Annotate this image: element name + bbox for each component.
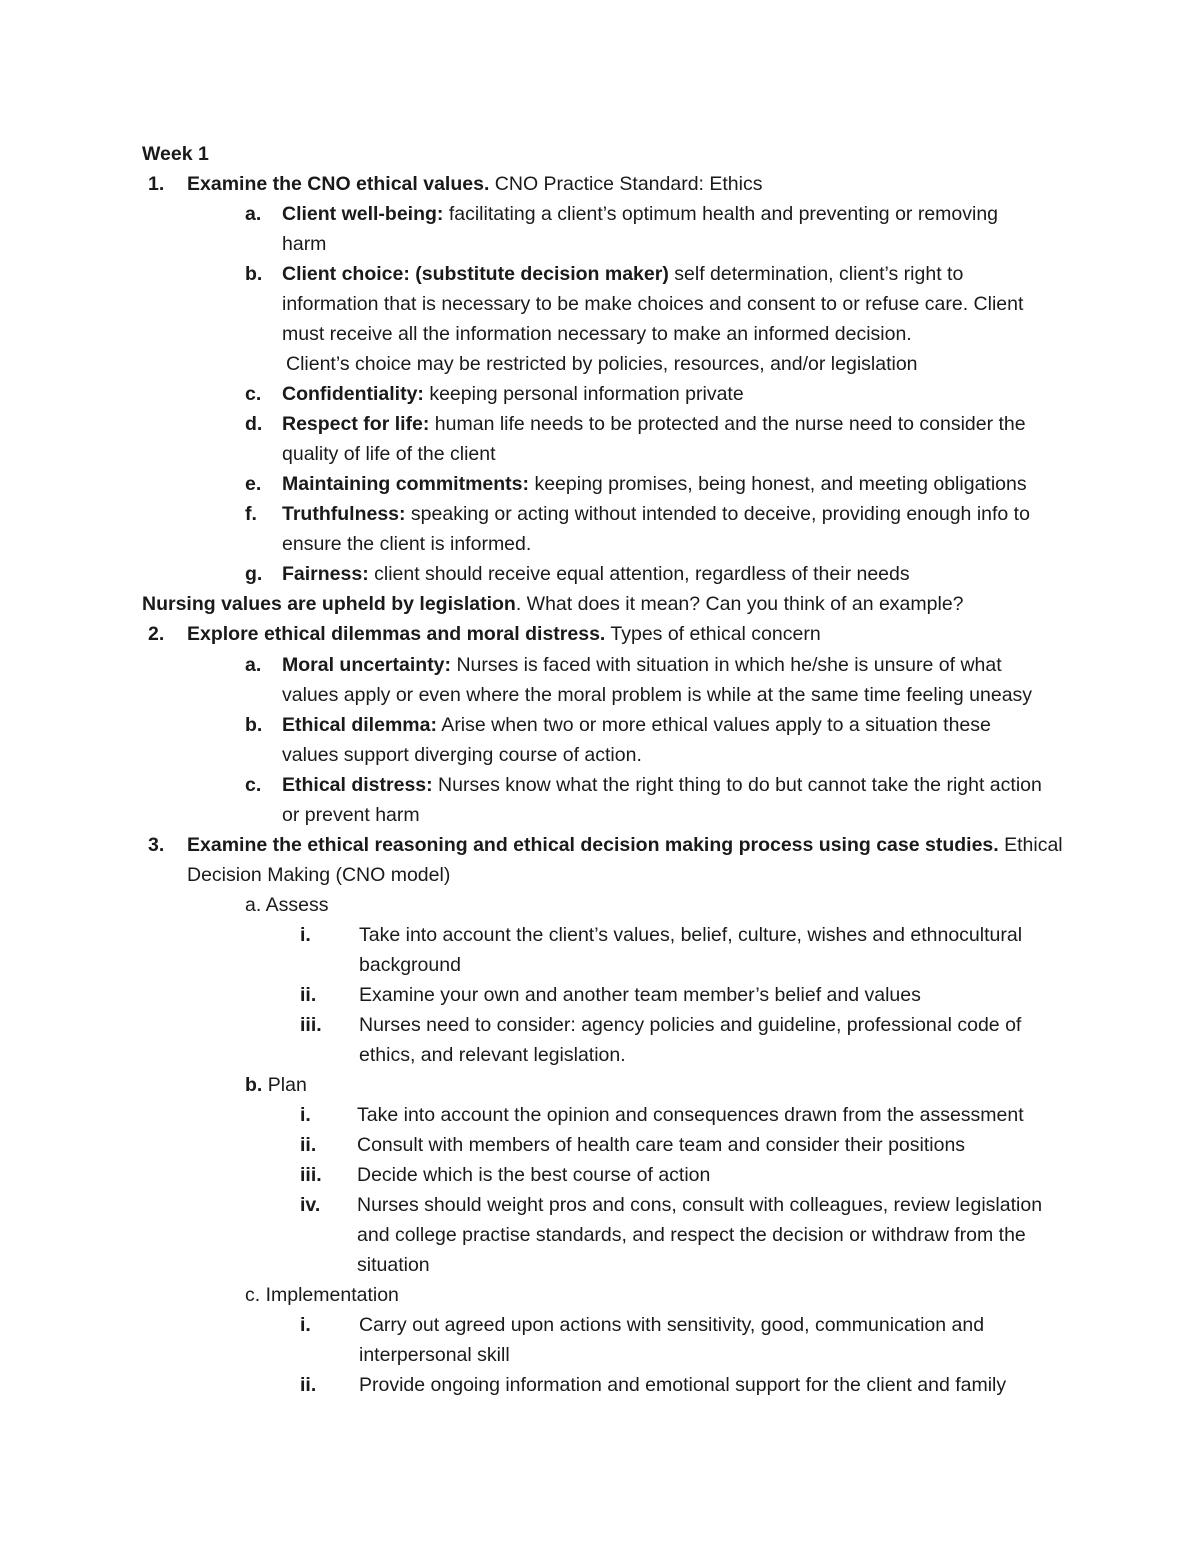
s1-item-g-text: Fairness: client should receive equal attention, regardless of their needs <box>282 563 910 585</box>
impl-item-ii-label: ii. <box>300 1374 317 1396</box>
assess-heading: a. Assess <box>245 894 329 916</box>
assess-item-iii-text-cont: ethics, and relevant legislation. <box>359 1044 626 1066</box>
s2-item-b-text: Ethical dilemma: Arise when two or more ethical values apply to a situation these <box>282 714 991 736</box>
s1-item-f-text-cont: ensure the client is informed. <box>282 533 532 555</box>
s1-item-b-label: b. <box>245 263 263 285</box>
s1-item-b-text: Client choice: (substitute decision maker) self determination, client’s right to <box>282 263 964 285</box>
section-3-title-cont: Decision Making (CNO model) <box>187 864 451 886</box>
section-1-title: Examine the CNO ethical values. CNO Practice Standard: Ethics <box>187 173 763 195</box>
assess-item-iii-text: Nurses need to consider: agency policies and guideline, professional code of <box>359 1014 1022 1036</box>
s2-item-a-text-cont: values apply or even where the moral problem is while at the same time feeling uneasy <box>282 684 1033 706</box>
s1-item-f-label: f. <box>245 503 257 525</box>
plan-item-i-text: Take into account the opinion and consequences drawn from the assessment <box>357 1104 1024 1126</box>
s1-item-e-text: Maintaining commitments: keeping promises, being honest, and meeting obligations <box>282 473 1027 495</box>
assess-item-i-text-cont: background <box>359 954 461 976</box>
plan-item-iii-label: iii. <box>300 1164 322 1186</box>
s2-item-c-text: Ethical distress: Nurses know what the right thing to do but cannot take the right action <box>282 774 1042 796</box>
plan-item-i-label: i. <box>300 1104 311 1126</box>
assess-item-i-text: Take into account the client’s values, belief, culture, wishes and ethnocultural <box>359 924 1023 946</box>
s2-item-b-label: b. <box>245 714 263 736</box>
plan-item-ii-label: ii. <box>300 1134 317 1156</box>
section-3-title: Examine the ethical reasoning and ethical decision making process using case studies. Ethical <box>187 834 1063 856</box>
plan-item-ii-text: Consult with members of health care team and consider their positions <box>357 1134 966 1156</box>
s1-item-d-text-cont: quality of life of the client <box>282 443 496 465</box>
plan-item-iii-text: Decide which is the best course of action <box>357 1164 711 1186</box>
legislation-note: Nursing values are upheld by legislation. What does it mean? Can you think of an example? <box>142 593 964 615</box>
s1-item-c-label: c. <box>245 383 262 405</box>
s1-item-b-text-cont: must receive all the information necessary to make an informed decision. <box>282 323 912 345</box>
s1-item-f-text: Truthfulness: speaking or acting without intended to deceive, providing enough info to <box>282 503 1030 525</box>
impl-item-ii-text: Provide ongoing information and emotional support for the client and family <box>359 1374 1007 1396</box>
s2-item-a-label: a. <box>245 654 262 676</box>
section-2-title: Explore ethical dilemmas and moral distress. Types of ethical concern <box>187 623 821 645</box>
section-1-number: 1. <box>148 173 165 195</box>
impl-item-i-text: Carry out agreed upon actions with sensitivity, good, communication and <box>359 1314 985 1336</box>
implementation-heading: c. Implementation <box>245 1284 399 1306</box>
plan-item-iv-text-cont: situation <box>357 1254 430 1276</box>
s1-item-d-label: d. <box>245 413 263 435</box>
assess-item-ii-label: ii. <box>300 984 317 1006</box>
assess-item-iii-label: iii. <box>300 1014 322 1036</box>
s1-item-b-text-cont: information that is necessary to be make choices and consent to or refuse care. Client <box>282 293 1024 315</box>
s1-item-c-text: Confidentiality: keeping personal information private <box>282 383 744 405</box>
section-3-number: 3. <box>148 834 165 856</box>
section-2-number: 2. <box>148 623 165 645</box>
s2-item-a-text: Moral uncertainty: Nurses is faced with situation in which he/she is unsure of what <box>282 654 1002 676</box>
plan-item-iv-label: iv. <box>300 1194 321 1216</box>
s1-item-a-text-cont: harm <box>282 233 327 255</box>
impl-item-i-text-cont: interpersonal skill <box>359 1344 510 1366</box>
document-heading: Week 1 <box>142 143 209 165</box>
plan-heading: b. Plan <box>245 1074 307 1096</box>
s2-item-c-label: c. <box>245 774 262 796</box>
s1-item-d-text: Respect for life: human life needs to be protected and the nurse need to consider the <box>282 413 1026 435</box>
s1-item-a-text: Client well-being: facilitating a client’s optimum health and preventing or removing <box>282 203 999 225</box>
s1-item-a-label: a. <box>245 203 262 225</box>
s1-item-g-label: g. <box>245 563 263 585</box>
s1-item-e-label: e. <box>245 473 262 495</box>
s2-item-c-text-cont: or prevent harm <box>282 804 420 826</box>
plan-item-iv-text: Nurses should weight pros and cons, consult with colleagues, review legislation <box>357 1194 1043 1216</box>
impl-item-i-label: i. <box>300 1314 311 1336</box>
plan-item-iv-text-cont: and college practise standards, and respect the decision or withdraw from the <box>357 1224 1026 1246</box>
assess-item-i-label: i. <box>300 924 311 946</box>
assess-item-ii-text: Examine your own and another team member’s belief and values <box>359 984 921 1006</box>
s1-item-b-text-cont: Client’s choice may be restricted by policies, resources, and/or legislation <box>286 353 918 375</box>
s2-item-b-text-cont: values support diverging course of action. <box>282 744 642 766</box>
